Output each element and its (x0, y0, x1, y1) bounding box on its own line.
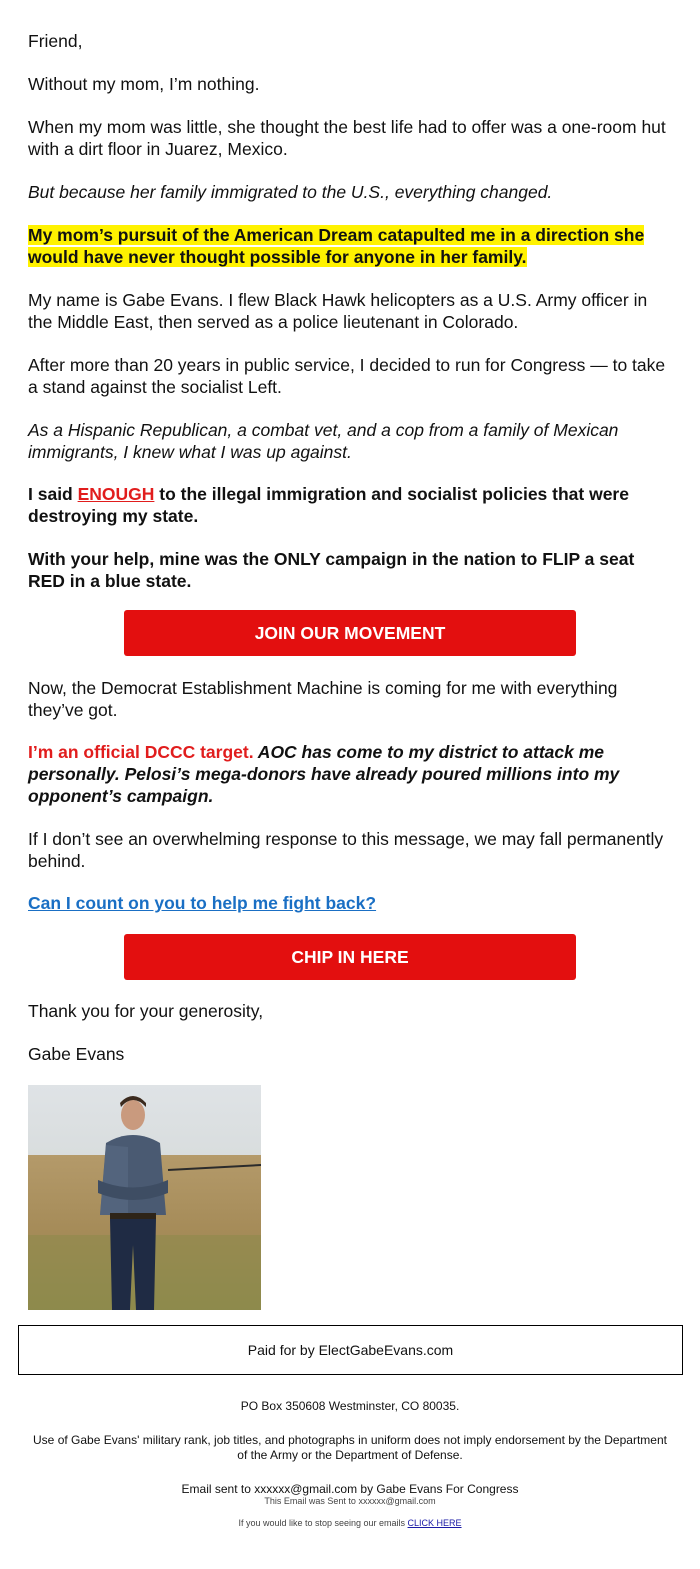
paragraph-overwhelming: If I don’t see an overwhelming response to this message, we may fall permanently behind. (28, 829, 664, 871)
paragraph-dccc-target (28, 741, 676, 807)
candidate-photo (28, 1085, 261, 1310)
paragraph-mom: Without my mom, I’m nothing. (28, 74, 260, 94)
enough-suffix: to the illegal immigration and socialist policies that were destroying my state. (28, 484, 629, 526)
chip-in-button[interactable]: CHIP IN HERE (124, 934, 576, 980)
paragraph-childhood: When my mom was little, she thought the best life had to offer was a one-room hut with a dirt floor in Juarez, Mexico. (28, 117, 666, 159)
unsubscribe-prefix: If you would like to stop seeing our emails (238, 1518, 408, 1528)
disclaimer-text: Use of Gabe Evans' military rank, job titles, and photographs in uniform does not imply endorsement by the Department of the Army or the Department of Defense. (33, 1433, 667, 1462)
thanks-text: Thank you for your generosity, (28, 1001, 264, 1021)
paragraph-hispanic-republican: As a Hispanic Republican, a combat vet, and a cop from a family of Mexican immigrants, I knew what I was up against. (28, 420, 619, 462)
paragraph-bio: My name is Gabe Evans. I flew Black Hawk helicopters as a U.S. Army officer in the Middle East, then served as a police lieutenant in Colorado. (28, 290, 648, 332)
paragraph-flip-red: With your help, mine was the ONLY campaign in the nation to FLIP a seat RED in a blue state. (28, 549, 635, 591)
signature-name: Gabe Evans (28, 1044, 125, 1064)
dccc-target-text: I’m an official DCCC target. (28, 742, 254, 762)
paragraph-establishment: Now, the Democrat Establishment Machine is coming for me with everything they’ve got. (28, 678, 618, 720)
join-movement-button[interactable]: JOIN OUR MOVEMENT (124, 610, 576, 656)
paragraph-american-dream (28, 224, 676, 268)
fight-back-link[interactable]: Can I count on you to help me fight back? (28, 893, 377, 913)
email-sent-small-text: This Email was Sent to xxxxxx@gmail.com (264, 1496, 436, 1506)
email-sent-text: Email sent to xxxxxx@gmail.com by Gabe Evans For Congress (181, 1482, 519, 1496)
address-text: PO Box 350608 Westminster, CO 80035. (240, 1399, 460, 1413)
paragraph-public-service: After more than 20 years in public service, I decided to run for Congress — to take a stand against the socialist Left. (28, 355, 666, 397)
enough-prefix: I said (28, 484, 78, 504)
highlighted-text: My mom’s pursuit of the American Dream catapulted me in a direction she would have never thought possible for anyone in her family. (28, 225, 645, 267)
unsubscribe-line (0, 1518, 700, 1529)
paid-for-text: Paid for by ElectGabeEvans.com (247, 1342, 454, 1358)
enough-link[interactable]: ENOUGH (77, 484, 155, 504)
paragraph-immigrated: But because her family immigrated to the U.S., everything changed. (28, 182, 553, 202)
paid-for-box (18, 1325, 683, 1375)
aoc-text: AOC has come to my district to attack me personally. Pelosi’s mega-donors have already poured millions into my opponent’s campaign. (28, 742, 620, 806)
greeting: Friend, (28, 31, 83, 51)
cta-paragraph (28, 892, 676, 914)
paragraph-enough (28, 483, 676, 527)
unsubscribe-link[interactable]: CLICK HERE (407, 1518, 462, 1528)
